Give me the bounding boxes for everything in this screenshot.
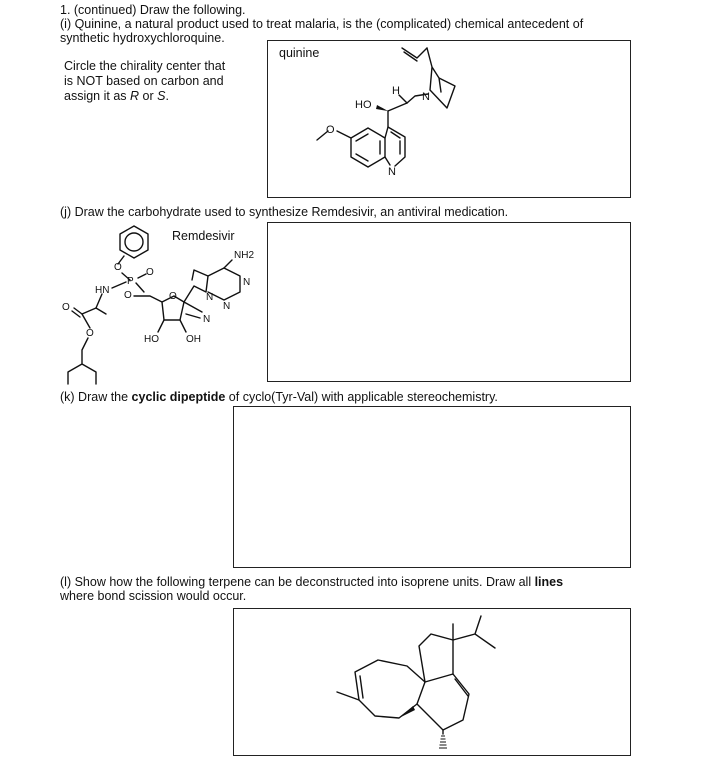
chirality-instruction-line1: Circle the chirality center that: [64, 59, 226, 73]
part-l-bold: lines: [534, 575, 564, 589]
nitrile-n-atom: N: [203, 314, 211, 325]
hashed-methyl-bond: [439, 730, 447, 748]
quinine-structure: [267, 40, 631, 198]
carbonyl-double-bond: [72, 308, 82, 317]
part-k-prompt: [60, 390, 498, 404]
part-l-prefix: (l) Show how the following terpene can be deconstructed into isoprene units. Draw all: [60, 575, 535, 589]
methyl-bond: [337, 692, 359, 700]
pyrrole-ring: [184, 270, 208, 302]
part-j-prompt: (j) Draw the carbohydrate used to synthesize Remdesivir, an antiviral medication.: [60, 205, 509, 219]
ribose-o-atom: O: [169, 291, 177, 302]
h-bond: [399, 95, 407, 103]
nh2-bond: [224, 260, 232, 268]
ocH2-bond: [134, 296, 162, 302]
part-k-prefix: (k) Draw the: [60, 390, 132, 404]
phenyl-ring: [120, 226, 148, 258]
nitrile-bond: [184, 302, 202, 318]
benzene-double-bonds: [356, 134, 380, 161]
period-text: .: [165, 89, 169, 103]
remdesivir-label: Remdesivir: [172, 229, 235, 243]
r-label: R: [130, 89, 140, 103]
ring-double-bond: [360, 676, 363, 698]
quinuclidine-cage: [427, 48, 455, 108]
phenoxy-o-atom: O: [114, 262, 122, 273]
cyclohexene-double-bond: [455, 679, 468, 696]
ester-o-atom: O: [124, 290, 132, 301]
pn-bond: [112, 282, 126, 288]
carbohydrate-answer-box[interactable]: [267, 222, 631, 382]
s-label: S: [157, 89, 166, 103]
alanine-methyl: [96, 308, 106, 314]
carbonyl-o-atom: O: [62, 302, 70, 313]
h-atom: H: [392, 85, 400, 97]
phosphorus-atom: P: [127, 276, 134, 287]
chirality-instruction-line2: is NOT based on carbon and: [64, 74, 224, 88]
isopropyl-group: [453, 616, 495, 648]
bridgehead-n-atom: N: [422, 91, 430, 103]
part-i-prompt-line2: synthetic hydroxychloroquine.: [60, 31, 225, 45]
nh2-group: NH2: [234, 250, 255, 261]
bridgehead-n3-atom: N: [206, 292, 214, 303]
question-title: 1. (continued) Draw the following.: [60, 3, 246, 17]
terpene-structure: [233, 608, 631, 756]
hn-group: HN: [95, 285, 110, 296]
oh-group: OH: [186, 334, 201, 345]
p-oxo-atom: O: [146, 267, 154, 278]
methoxy-o-atom: O: [326, 124, 335, 136]
po-bond: [136, 283, 144, 292]
alkoxy-o-atom: O: [86, 328, 94, 339]
cyclic-dipeptide-answer-box[interactable]: [233, 406, 631, 568]
remdesivir-structure: [60, 218, 270, 388]
part-k-bold: cyclic dipeptide: [131, 390, 226, 404]
wedge-bond: [376, 105, 388, 111]
hydroxyl-label: HO: [355, 99, 372, 111]
phenyl-aromatic-circle: [125, 233, 143, 251]
alanine-chain: [82, 294, 102, 328]
part-i-prompt-line1: (i) Quinine, a natural product used to treat malaria, is the (complicated) chemical antecedent of: [60, 17, 584, 31]
carbinol-bond: [388, 103, 407, 111]
part-l-prompt-line2: where bond scission would occur.: [60, 589, 247, 603]
triazine-n2-atom: N: [223, 301, 231, 312]
ho-bond: [158, 320, 164, 332]
or-text: or: [139, 89, 158, 103]
quinoline-n-atom: N: [388, 166, 396, 178]
fusion-wedge-bond: [399, 706, 415, 718]
p-double-bond: [138, 274, 146, 278]
ethylbutyl-chain: [68, 338, 96, 384]
ho-group: HO: [144, 334, 159, 345]
triazine-n1-atom: N: [243, 277, 251, 288]
quinine-label: quinine: [279, 46, 320, 60]
chirality-instruction-line3: [64, 89, 169, 103]
quinoline-pyridine-ring: [385, 127, 405, 166]
part-k-suffix: of cyclo(Tyr-Val) with applicable stereochemistry.: [225, 390, 498, 404]
part-l-prompt-line1: [60, 575, 563, 589]
instruction-text: assign it as: [64, 89, 131, 103]
pyridine-double-bonds: [391, 132, 400, 154]
oh-bond: [180, 320, 186, 332]
